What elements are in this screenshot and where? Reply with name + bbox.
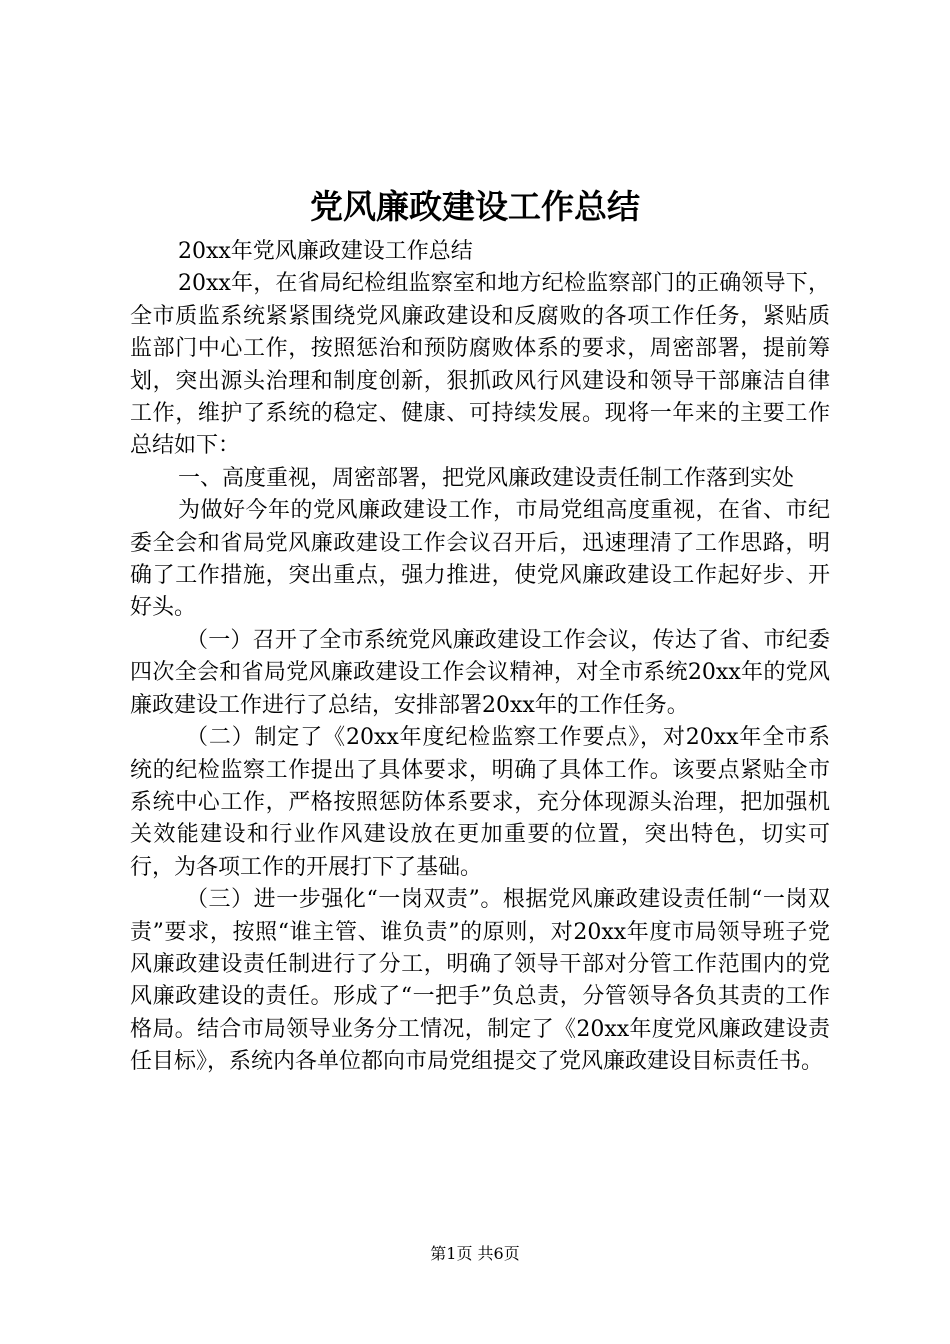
document-body: [130, 236, 830, 1079]
paragraph-item-2: （二）制定了《20xx年度纪检监察工作要点》，对20xx年全市系统的纪检监察工作提出了具体要求，明确了具体工作。该要点紧贴全市系统中心工作，严格按照惩防体系要求，充分体现源头治理，把加强机关效能建设和行业作风建设放在更加重要的位置，突出特色，切实可行，为各项工作的开展打下了基础。: [130, 725, 830, 880]
paragraph-subtitle: 20xx年党风廉政建设工作总结: [178, 239, 473, 264]
section-heading-1: 一、高度重视，周密部署，把党风廉政建设责任制工作落到实处: [178, 465, 795, 491]
paragraph-intro: 20xx年，在省局纪检组监察室和地方纪检监察部门的正确领导下，全市质监系统紧紧围绕党风廉政建设和反腐败的各项工作任务，紧贴质监部门中心工作，按照惩治和预防腐败体系的要求，周密部署，提前筹划，突出源头治理和制度创新，狠抓政风行风建设和领导干部廉洁自律工作，维护了系统的稳定、健康、可持续发展。现将一年来的主要工作总结如下：: [130, 271, 830, 459]
paragraph-item-1: （一）召开了全市系统党风廉政建设工作会议，传达了省、市纪委四次全会和省局党风廉政建设工作会议精神，对全市系统20xx年的党风廉政建设工作进行了总结，安排部署20xx年的工作任务。: [130, 627, 830, 718]
document-title: 党风廉政建设工作总结: [310, 187, 640, 226]
paragraph-item-3: （三）进一步强化“一岗双责”。根据党风廉政建设责任制“一岗双责”要求，按照“谁主管、谁负责”的原则，对20xx年度市局领导班子党风廉政建设责任制进行了分工，明确了领导干部对分管工作范围内的党风廉政建设的责任。形成了“一把手”负总责，分管领导各负其责的工作格局。结合市局领导业务分工情况，制定了《20xx年度党风廉政建设责任目标》，系统内各单位都向市局党组提交了党风廉政建设目标责任书。: [130, 887, 830, 1075]
paragraph-section-1: 为做好今年的党风廉政建设工作，市局党组高度重视，在省、市纪委全会和省局党风廉政建设工作会议召开后，迅速理清了工作思路，明确了工作措施，突出重点，强力推进，使党风廉政建设工作起好步、开好头。: [130, 498, 830, 621]
page-number-footer: 第1页 共6页: [430, 1244, 520, 1263]
